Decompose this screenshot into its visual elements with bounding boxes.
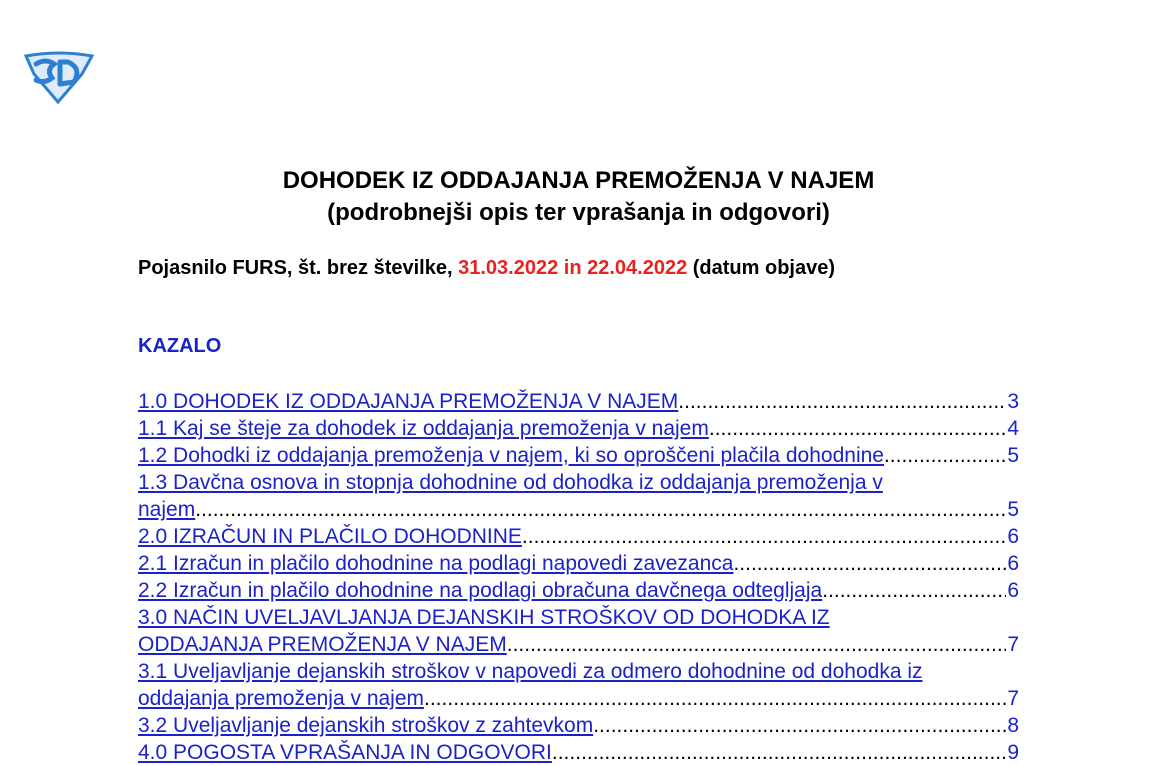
toc-leader — [884, 442, 1006, 469]
toc-entry[interactable] — [138, 631, 1019, 658]
toc-link[interactable]: 1.1 Kaj se šteje za dohodek iz oddajanja premoženja v najem — [138, 417, 709, 440]
toc-page[interactable]: 9 — [1007, 741, 1019, 764]
toc-entry[interactable] — [138, 496, 1019, 523]
toc-leader — [507, 631, 1007, 658]
toc-entry[interactable] — [138, 577, 1019, 604]
source-line — [138, 255, 835, 281]
toc-page[interactable]: 6 — [1007, 525, 1019, 548]
toc-leader — [522, 523, 1006, 550]
toc-link[interactable]: 2.0 IZRAČUN IN PLAČILO DOHODNINE — [138, 525, 522, 548]
toc-entry[interactable] — [138, 523, 1019, 550]
toc-entry[interactable] — [138, 415, 1019, 442]
toc-entry-line[interactable] — [138, 604, 1019, 631]
toc-page[interactable]: 6 — [1007, 579, 1019, 602]
toc-leader — [709, 415, 1006, 442]
table-of-contents — [138, 388, 1019, 766]
toc-link[interactable]: 1.2 Dohodki iz oddajanja premoženja v najem, ki so oproščeni plačila dohodnine — [138, 444, 884, 467]
toc-link[interactable]: 2.1 Izračun in plačilo dohodnine na podlagi napovedi zavezanca — [138, 552, 734, 575]
document-subtitle: (podrobnejši opis ter vprašanja in odgovori) — [327, 199, 830, 226]
toc-link[interactable]: 2.2 Izračun in plačilo dohodnine na podlagi obračuna davčnega odtegljaja — [138, 579, 823, 602]
toc-link[interactable]: najem — [138, 498, 196, 521]
toc-link[interactable]: ODDAJANJA PREMOŽENJA V NAJEM — [138, 633, 507, 656]
toc-link[interactable]: 1.0 DOHODEK IZ ODDAJANJA PREMOŽENJA V NAJEM — [138, 390, 679, 413]
toc-leader — [195, 496, 1006, 523]
toc-page[interactable]: 8 — [1007, 714, 1019, 737]
toc-leader — [593, 712, 1006, 739]
toc-leader — [552, 739, 1006, 766]
toc-link[interactable]: 3.2 Uveljavljanje dejanskih stroškov z zahtevkom — [138, 714, 594, 737]
toc-leader — [822, 577, 1006, 604]
toc-leader — [424, 685, 1006, 712]
toc-link[interactable]: 1.3 Davčna osnova in stopnja dohodnine od dohodka iz oddajanja premoženja v — [138, 471, 883, 494]
document-title: DOHODEK IZ ODDAJANJA PREMOŽENJA V NAJEM — [282, 167, 875, 194]
toc-page[interactable]: 5 — [1007, 444, 1019, 467]
toc-leader — [733, 550, 1006, 577]
toc-page[interactable]: 3 — [1007, 390, 1019, 413]
toc-entry[interactable] — [138, 712, 1019, 739]
toc-page[interactable]: 7 — [1007, 687, 1019, 710]
toc-page[interactable]: 4 — [1007, 417, 1019, 440]
toc-link[interactable]: oddajanja premoženja v najem — [138, 687, 425, 710]
toc-entry-line[interactable] — [138, 469, 1019, 496]
toc-entry[interactable] — [138, 442, 1019, 469]
toc-page[interactable]: 6 — [1007, 552, 1019, 575]
toc-page[interactable]: 7 — [1007, 633, 1019, 656]
toc-heading: KAZALO — [138, 335, 222, 357]
toc-link[interactable]: 3.0 NAČIN UVELJAVLJANJA DEJANSKIH STROŠKOV OD DOHODKA IZ — [138, 606, 830, 629]
toc-entry[interactable] — [138, 550, 1019, 577]
toc-link[interactable]: 4.0 POGOSTA VPRAŠANJA IN ODGOVORI — [138, 741, 552, 764]
toc-leader — [678, 388, 1006, 415]
toc-entry[interactable] — [138, 685, 1019, 712]
source-suffix: (datum objave) — [687, 257, 835, 279]
toc-entry-line[interactable] — [138, 658, 1019, 685]
source-prefix: Pojasnilo FURS, št. brez številke, — [138, 257, 459, 279]
toc-entry[interactable] — [138, 739, 1019, 766]
toc-entry[interactable] — [138, 388, 1019, 415]
toc-page[interactable]: 5 — [1007, 498, 1019, 521]
sd-shield-logo-icon — [22, 50, 96, 104]
publication-dates: 31.03.2022 in 22.04.2022 — [458, 257, 688, 279]
toc-link[interactable]: 3.1 Uveljavljanje dejanskih stroškov v napovedi za odmero dohodnine od dohodka iz — [138, 660, 923, 683]
